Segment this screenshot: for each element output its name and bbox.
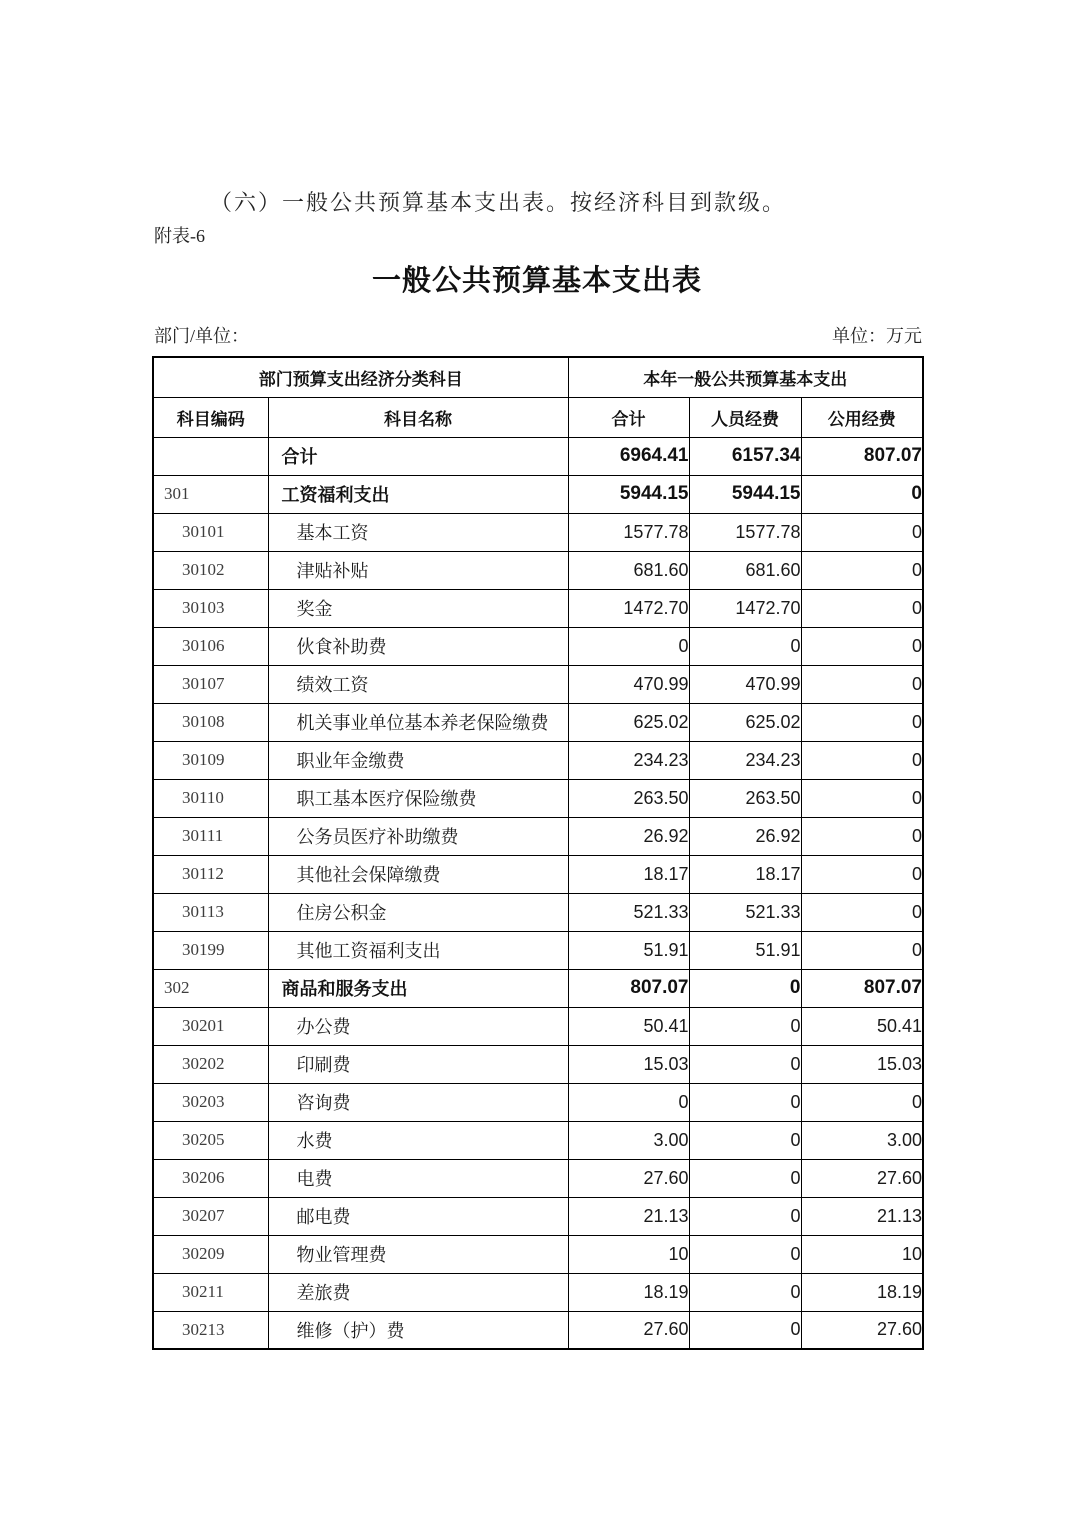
- table-row: [153, 589, 923, 627]
- budget-table: [152, 356, 924, 1350]
- cell-total: 18.17: [568, 855, 689, 893]
- cell-public-funds: 3.00: [801, 1121, 923, 1159]
- cell-total: 15.03: [568, 1045, 689, 1083]
- cell-personnel-funds: 681.60: [689, 551, 801, 589]
- cell-total: 521.33: [568, 893, 689, 931]
- cell-public-funds: 0: [801, 893, 923, 931]
- table-row: [153, 741, 923, 779]
- attachment-label: 附表-6: [154, 226, 205, 246]
- table-row: [153, 1159, 923, 1197]
- cell-personnel-funds: 26.92: [689, 817, 801, 855]
- table-row: [153, 931, 923, 969]
- table-row: [153, 1007, 923, 1045]
- cell-subject-name: 物业管理费: [268, 1235, 568, 1273]
- cell-subject-name: 职业年金缴费: [268, 741, 568, 779]
- cell-total: 470.99: [568, 665, 689, 703]
- cell-subject-name: 工资福利支出: [268, 475, 568, 513]
- cell-subject-code: 30111: [153, 817, 268, 855]
- cell-public-funds: 50.41: [801, 1007, 923, 1045]
- table-column-header-row: [153, 397, 923, 437]
- cell-public-funds: 15.03: [801, 1045, 923, 1083]
- cell-public-funds: 0: [801, 855, 923, 893]
- cell-total: 807.07: [568, 969, 689, 1007]
- cell-personnel-funds: 1472.70: [689, 589, 801, 627]
- cell-public-funds: 10: [801, 1235, 923, 1273]
- cell-subject-code: 30101: [153, 513, 268, 551]
- cell-public-funds: 27.60: [801, 1159, 923, 1197]
- cell-public-funds: 0: [801, 627, 923, 665]
- cell-personnel-funds: 1577.78: [689, 513, 801, 551]
- table-row: [153, 1045, 923, 1083]
- cell-subject-code: 30211: [153, 1273, 268, 1311]
- cell-subject-name: 邮电费: [268, 1197, 568, 1235]
- cell-subject-code: 30203: [153, 1083, 268, 1121]
- cell-subject-name: 奖金: [268, 589, 568, 627]
- cell-subject-name: 住房公积金: [268, 893, 568, 931]
- cell-subject-code: [153, 437, 268, 475]
- currency-unit-label: 单位：万元: [832, 326, 922, 346]
- table-body: [153, 437, 923, 1349]
- cell-subject-name: 咨询费: [268, 1083, 568, 1121]
- cell-personnel-funds: 18.17: [689, 855, 801, 893]
- cell-personnel-funds: 0: [689, 1083, 801, 1121]
- cell-total: 0: [568, 1083, 689, 1121]
- cell-personnel-funds: 470.99: [689, 665, 801, 703]
- cell-total: 0: [568, 627, 689, 665]
- cell-total: 6964.41: [568, 437, 689, 475]
- table-row: [153, 513, 923, 551]
- table-row: [153, 551, 923, 589]
- cell-personnel-funds: 0: [689, 1235, 801, 1273]
- cell-personnel-funds: 521.33: [689, 893, 801, 931]
- cell-subject-code: 30112: [153, 855, 268, 893]
- cell-public-funds: 0: [801, 703, 923, 741]
- table-row: [153, 817, 923, 855]
- cell-public-funds: 27.60: [801, 1311, 923, 1349]
- table-row: [153, 1083, 923, 1121]
- table-row: [153, 475, 923, 513]
- cell-public-funds: 0: [801, 665, 923, 703]
- cell-subject-code: 30102: [153, 551, 268, 589]
- cell-subject-code: 30202: [153, 1045, 268, 1083]
- cell-subject-code: 30199: [153, 931, 268, 969]
- table-row: [153, 893, 923, 931]
- cell-personnel-funds: 51.91: [689, 931, 801, 969]
- cell-subject-name: 公务员医疗补助缴费: [268, 817, 568, 855]
- col-header-subject-code: 科目编码: [153, 397, 268, 437]
- department-unit-label: 部门/单位：: [154, 326, 250, 346]
- cell-public-funds: 807.07: [801, 437, 923, 475]
- cell-public-funds: 0: [801, 931, 923, 969]
- cell-total: 3.00: [568, 1121, 689, 1159]
- col-header-public-funds: 公用经费: [801, 397, 923, 437]
- group-header-current-year: 本年一般公共预算基本支出: [568, 357, 923, 397]
- cell-subject-code: 302: [153, 969, 268, 1007]
- table-row: [153, 779, 923, 817]
- cell-subject-code: 30107: [153, 665, 268, 703]
- cell-total: 27.60: [568, 1159, 689, 1197]
- cell-subject-code: 30106: [153, 627, 268, 665]
- cell-total: 625.02: [568, 703, 689, 741]
- table-row: [153, 855, 923, 893]
- cell-subject-name: 伙食补助费: [268, 627, 568, 665]
- cell-subject-code: 30103: [153, 589, 268, 627]
- cell-personnel-funds: 0: [689, 1273, 801, 1311]
- cell-subject-code: 30205: [153, 1121, 268, 1159]
- cell-public-funds: 807.07: [801, 969, 923, 1007]
- cell-personnel-funds: 0: [689, 1007, 801, 1045]
- cell-total: 50.41: [568, 1007, 689, 1045]
- cell-subject-name: 机关事业单位基本养老保险缴费: [268, 703, 568, 741]
- cell-public-funds: 18.19: [801, 1273, 923, 1311]
- table-row: [153, 969, 923, 1007]
- cell-subject-code: 301: [153, 475, 268, 513]
- cell-subject-name: 差旅费: [268, 1273, 568, 1311]
- cell-personnel-funds: 6157.34: [689, 437, 801, 475]
- cell-personnel-funds: 0: [689, 1121, 801, 1159]
- table-row: [153, 703, 923, 741]
- cell-subject-name: 职工基本医疗保险缴费: [268, 779, 568, 817]
- group-header-classification: 部门预算支出经济分类科目: [153, 357, 568, 397]
- cell-total: 18.19: [568, 1273, 689, 1311]
- cell-subject-code: 30108: [153, 703, 268, 741]
- cell-subject-code: 30207: [153, 1197, 268, 1235]
- col-header-subject-name: 科目名称: [268, 397, 568, 437]
- table-row: [153, 665, 923, 703]
- table-row: [153, 437, 923, 475]
- cell-subject-code: 30109: [153, 741, 268, 779]
- cell-public-funds: 0: [801, 817, 923, 855]
- cell-subject-name: 合计: [268, 437, 568, 475]
- cell-personnel-funds: 0: [689, 969, 801, 1007]
- cell-subject-name: 电费: [268, 1159, 568, 1197]
- cell-subject-name: 绩效工资: [268, 665, 568, 703]
- cell-total: 5944.15: [568, 475, 689, 513]
- cell-subject-name: 津贴补贴: [268, 551, 568, 589]
- cell-personnel-funds: 0: [689, 1197, 801, 1235]
- cell-total: 51.91: [568, 931, 689, 969]
- cell-subject-name: 办公费: [268, 1007, 568, 1045]
- cell-subject-code: 30209: [153, 1235, 268, 1273]
- cell-subject-code: 30113: [153, 893, 268, 931]
- cell-public-funds: 0: [801, 741, 923, 779]
- table-row: [153, 627, 923, 665]
- cell-total: 10: [568, 1235, 689, 1273]
- cell-public-funds: 0: [801, 475, 923, 513]
- cell-public-funds: 0: [801, 779, 923, 817]
- cell-subject-code: 30110: [153, 779, 268, 817]
- table-row: [153, 1235, 923, 1273]
- cell-total: 21.13: [568, 1197, 689, 1235]
- cell-personnel-funds: 0: [689, 1159, 801, 1197]
- cell-subject-name: 其他工资福利支出: [268, 931, 568, 969]
- cell-personnel-funds: 234.23: [689, 741, 801, 779]
- cell-personnel-funds: 0: [689, 627, 801, 665]
- table-meta-row: [154, 322, 922, 348]
- col-header-personnel-funds: 人员经费: [689, 397, 801, 437]
- table-row: [153, 1121, 923, 1159]
- cell-total: 234.23: [568, 741, 689, 779]
- cell-personnel-funds: 625.02: [689, 703, 801, 741]
- col-header-total: 合计: [568, 397, 689, 437]
- section-heading: （六）一般公共预算基本支出表。按经济科目到款级。: [210, 190, 787, 215]
- cell-public-funds: 0: [801, 1083, 923, 1121]
- cell-public-funds: 21.13: [801, 1197, 923, 1235]
- table-row: [153, 1197, 923, 1235]
- cell-subject-name: 印刷费: [268, 1045, 568, 1083]
- cell-total: 263.50: [568, 779, 689, 817]
- cell-personnel-funds: 0: [689, 1045, 801, 1083]
- cell-total: 27.60: [568, 1311, 689, 1349]
- cell-personnel-funds: 0: [689, 1311, 801, 1349]
- page-title: 一般公共预算基本支出表: [371, 265, 702, 297]
- cell-public-funds: 0: [801, 551, 923, 589]
- cell-personnel-funds: 5944.15: [689, 475, 801, 513]
- cell-subject-code: 30201: [153, 1007, 268, 1045]
- cell-subject-name: 维修（护）费: [268, 1311, 568, 1349]
- cell-total: 1472.70: [568, 589, 689, 627]
- cell-subject-name: 其他社会保障缴费: [268, 855, 568, 893]
- cell-subject-name: 基本工资: [268, 513, 568, 551]
- table-row: [153, 1273, 923, 1311]
- cell-total: 681.60: [568, 551, 689, 589]
- cell-total: 26.92: [568, 817, 689, 855]
- cell-subject-name: 商品和服务支出: [268, 969, 568, 1007]
- cell-subject-code: 30213: [153, 1311, 268, 1349]
- cell-subject-code: 30206: [153, 1159, 268, 1197]
- cell-public-funds: 0: [801, 589, 923, 627]
- table-row: [153, 1311, 923, 1349]
- cell-personnel-funds: 263.50: [689, 779, 801, 817]
- table-group-header-row: [153, 357, 923, 397]
- cell-total: 1577.78: [568, 513, 689, 551]
- cell-public-funds: 0: [801, 513, 923, 551]
- cell-subject-name: 水费: [268, 1121, 568, 1159]
